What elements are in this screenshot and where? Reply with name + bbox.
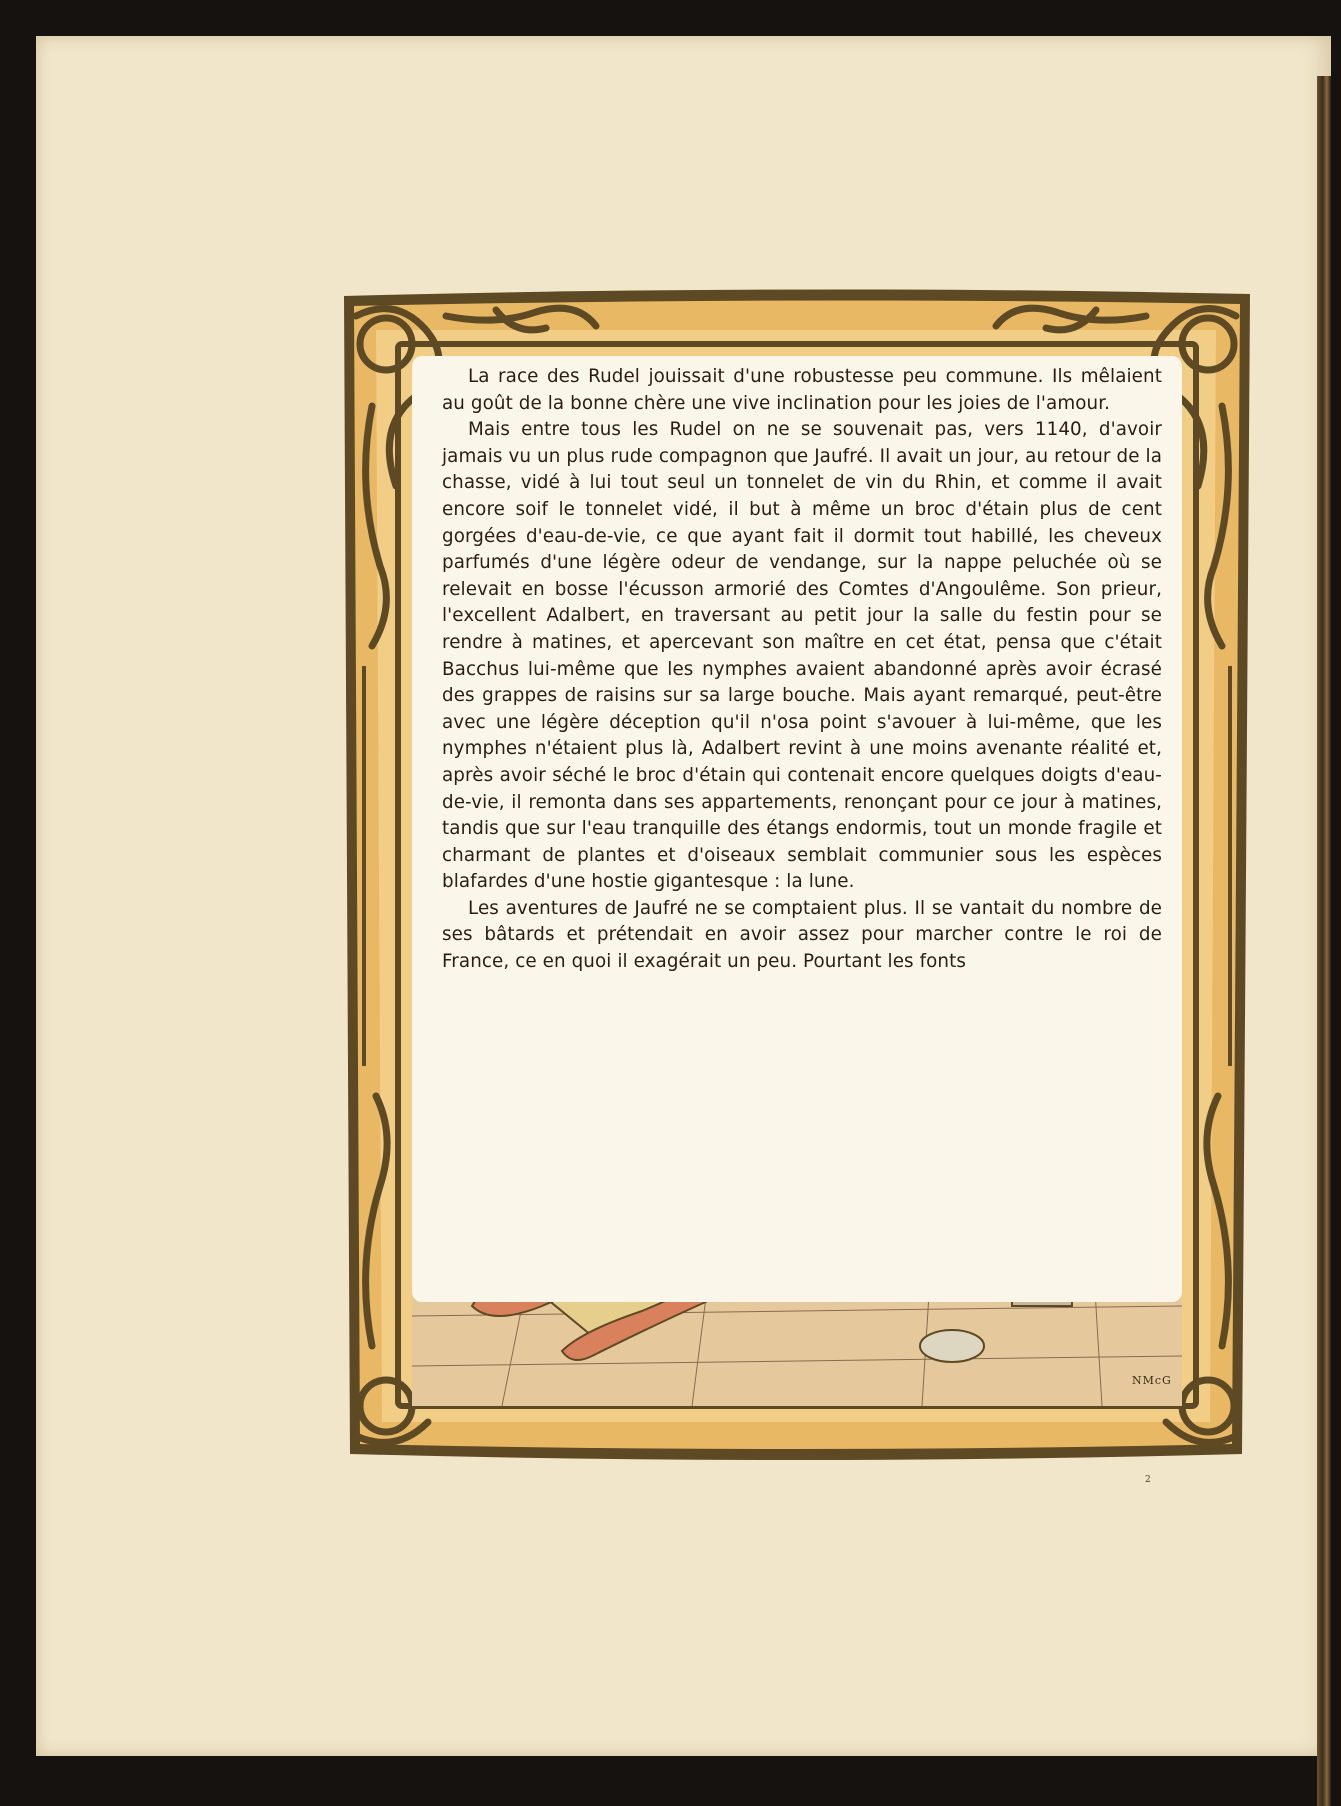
book-page bbox=[36, 36, 1331, 1756]
ornamental-frame bbox=[336, 286, 1258, 1464]
paragraph-3: Les aventures de Jaufré ne se comptaient plus. Il se vantait du nombre de ses bâtards et prétendait en avoir assez pour marcher contre le roi de France, ce en quoi il exagérait un peu. Pourtant les fonts bbox=[442, 897, 1162, 973]
artist-monogram: NMcG bbox=[1132, 1374, 1172, 1387]
paragraph-1: La race des Rudel jouissait d'une robustesse peu commune. Ils mêlaient au goût de la bonne chère une vive inclination pour les joies de l'amour. bbox=[442, 366, 1162, 414]
paragraph-2: Mais entre tous les Rudel on ne se souvenait pas, vers 1140, d'avoir jamais vu un plus rude compagnon que Jaufré. Il avait un jour, au retour de la chasse, vidé à lui tout seul un tonnelet de vin du Rhin, et comme il avait encore soif le tonnelet vidé, il but à même un broc d'étain plus de cent gorgées d'eau-de-vie, ce que ayant fait il dormit tout habillé, les cheveux parfumés d'une légère odeur de vendange, sur la nappe peluchée où se relevait en bosse l'écusson armorié des Comtes d'Angoulême. Son prieur, l'excellent Adalbert, en traversant au petit jour la salle du festin pour se rendre à matines, et apercevant son maître en cet état, pensa que c'était Bacchus lui-même que les nymphes avaient abandonné après avoir écrasé des grappes de raisins sur sa large bouche. Mais ayant remarqué, peut-être avec une légère déception qu'il n'osa point s'avouer à lui-même, que les nymphes n'étaient plus là, Adalbert revint à une moins avenante réalité et, après avoir séché le broc d'étain qui contenait encore quelques doigts d'eau-de-vie, il remonta dans ses appartements, renonçant pour ce jour à matines, tandis que sur l'eau tranquille des étangs endormis, tout un monde fragile et charmant de plantes et d'oiseaux semblait communier sous les espèces blafardes d'une hostie gigantesque : la lune. bbox=[442, 419, 1162, 893]
text-panel bbox=[412, 356, 1182, 1302]
book-edge bbox=[1317, 76, 1331, 1806]
page-number: 2 bbox=[1145, 1475, 1151, 1485]
